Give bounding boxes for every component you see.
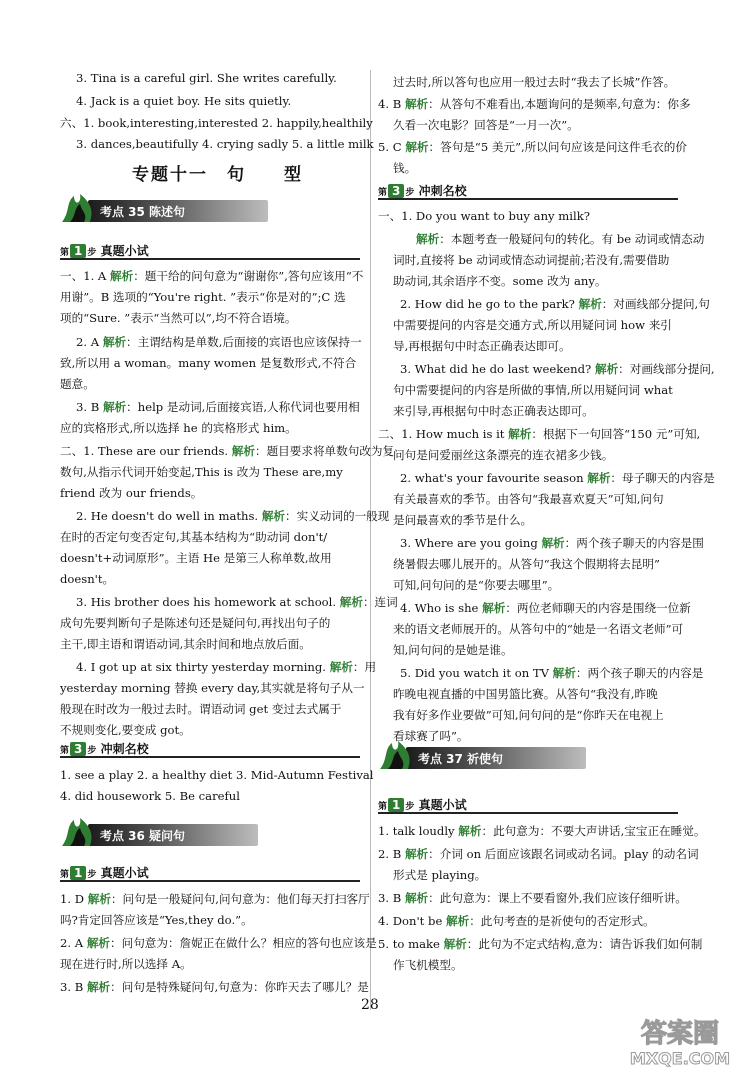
analysis-text: ：连词 bbox=[362, 595, 398, 609]
item-answer: 1. D bbox=[60, 892, 88, 906]
text-line: friend 改为 our friends。 bbox=[60, 486, 203, 500]
text-line: 现在进行时,所以选择 A。 bbox=[60, 957, 192, 971]
analysis-text: ：问句意为：詹妮正在做什么？相应的答句也应该是 bbox=[110, 936, 377, 950]
analysis-keyword: 解析 bbox=[508, 427, 532, 441]
analysis-keyword: 解析 bbox=[231, 444, 255, 458]
text-line bbox=[400, 361, 715, 377]
text-line bbox=[378, 846, 699, 862]
text-line bbox=[378, 823, 705, 839]
text-line: 数句,从指示代词开始变起,This is 改为 These are,my bbox=[60, 465, 343, 479]
analysis-text: ：对画线部分提问,句 bbox=[601, 297, 710, 311]
item-answer: 二、1. These are our friends. bbox=[60, 444, 232, 458]
text-line: 4. did housework 5. Be careful bbox=[60, 789, 240, 803]
item-answer: 3. B bbox=[60, 980, 87, 994]
text-line: 句中需要提问的内容是所做的事情,所以用疑问词 what bbox=[393, 383, 673, 397]
text-line bbox=[400, 600, 691, 616]
text-line: 来的语文老师展开的。从答句中的“她是一名语文老师”可 bbox=[393, 622, 684, 636]
text-line bbox=[76, 334, 362, 350]
step-header-1: 第 1 步 真题小试 bbox=[60, 242, 149, 258]
text-line: 问句是问爱丽丝这条漂亮的连衣裙多少钱。 bbox=[393, 448, 614, 462]
analysis-text: ：题目要求将单数句改为复 bbox=[254, 444, 395, 458]
text-line: 看球赛了吗”。 bbox=[393, 729, 469, 743]
analysis-text: ：此句意为：课上不要看窗外,我们应该仔细听讲。 bbox=[428, 891, 687, 905]
analysis-text: ：两个孩子聊天的内容是围 bbox=[564, 536, 704, 550]
text-line bbox=[378, 96, 691, 112]
analysis-keyword: 解析 bbox=[405, 140, 429, 154]
text-line bbox=[400, 665, 703, 681]
item-answer: 5. to make bbox=[378, 937, 444, 951]
text-line: 题意。 bbox=[60, 377, 95, 391]
analysis-text: ：问句是一般疑问句,问句意为：他们每天打扫客厅 bbox=[110, 892, 370, 906]
text-line: 来引导,再根据句中时态正确表达即可。 bbox=[393, 404, 594, 418]
text-line: 3. dances,beautifully 4. crying sadly 5. a little milk bbox=[76, 137, 374, 151]
analysis-text: ：答句是“5 美元”,所以问句应该是问这件毛衣的价 bbox=[428, 140, 687, 154]
text-line: 有关最喜欢的季节。由答句“我最喜欢夏天”可知,问句 bbox=[393, 492, 664, 506]
text-line: 六、1. book,interesting,interested 2. happily,healthily bbox=[60, 116, 373, 130]
item-answer: 4. Don't be bbox=[378, 914, 446, 928]
analysis-keyword: 解析 bbox=[552, 666, 576, 680]
text-line bbox=[60, 935, 377, 951]
item-answer: 2. A bbox=[60, 936, 87, 950]
item-answer: 二、1. How much is it bbox=[378, 427, 509, 441]
text-line: 昨晚电视直播的中国男篮比赛。从答句“我没有,昨晚 bbox=[393, 687, 658, 701]
step-header-3: 第 3 步 冲刺名校 bbox=[378, 182, 467, 198]
analysis-text: ：从答句不难看出,本题询问的是频率,句意为：你多 bbox=[428, 97, 691, 111]
analysis-text: ：此句意为：不要大声讲话,宝宝正在睡觉。 bbox=[481, 824, 706, 838]
analysis-keyword: 解析 bbox=[329, 660, 353, 674]
text-line: doesn't+动词原形”。主语 He 是第三人称单数,故用 bbox=[60, 551, 332, 565]
analysis-keyword: 解析 bbox=[404, 97, 429, 111]
analysis-text: ：此句为不定式结构,意为：请告诉我们如何制 bbox=[466, 937, 703, 951]
banner-topic-35 bbox=[60, 194, 268, 224]
analysis-keyword: 解析 bbox=[404, 891, 429, 905]
text-line bbox=[76, 659, 376, 675]
text-line: 主干,即主语和谓语动词,其余时间和地点放后面。 bbox=[60, 637, 311, 651]
column-divider bbox=[370, 70, 371, 1010]
step-header-1: 第 1 步 真题小试 bbox=[60, 864, 149, 880]
analysis-text: ：介词 on 后面应该跟名词或动名词。play 的动名词 bbox=[428, 847, 699, 861]
banner-topic-37 bbox=[378, 741, 586, 771]
item-answer: 2. B bbox=[378, 847, 405, 861]
analysis-keyword: 解析 bbox=[86, 980, 111, 994]
text-line: 形式是 playing。 bbox=[393, 868, 487, 882]
text-line: 导,再根据句中时态正确表达即可。 bbox=[393, 339, 571, 353]
analysis-text: ：题干给的问句意为“谢谢你”,答句应该用“不 bbox=[133, 269, 364, 283]
text-line bbox=[60, 443, 394, 459]
text-line: 钱。 bbox=[393, 161, 417, 175]
analysis-keyword: 解析 bbox=[446, 914, 470, 928]
analysis-keyword: 解析 bbox=[102, 400, 127, 414]
text-line bbox=[378, 426, 700, 442]
text-line: 致,所以用 a woman。many women 是复数形式,不符合 bbox=[60, 356, 357, 370]
text-line: 不规则变化,要变成 got。 bbox=[60, 723, 191, 737]
analysis-keyword: 解析 bbox=[443, 937, 467, 951]
text-line bbox=[400, 296, 710, 312]
watermark-logo bbox=[616, 1012, 744, 1070]
page-number: 28 bbox=[361, 997, 379, 1013]
item-answer: 3. What did he do last weekend? bbox=[400, 362, 595, 376]
analysis-text: ：help 是动词,后面接宾语,人称代词也要用相 bbox=[126, 400, 360, 414]
text-line: 4. Jack is a quiet boy. He sits quietly. bbox=[76, 94, 292, 108]
analysis-keyword: 解析 bbox=[482, 601, 506, 615]
text-line bbox=[378, 139, 687, 155]
analysis-keyword: 解析 bbox=[86, 936, 111, 950]
text-line: 助动词,其余语序不变。some 改为 any。 bbox=[393, 274, 607, 288]
section-title: 专题十一 句 型 bbox=[132, 165, 303, 185]
text-line: 我有好多作业要做”可知,问句问的是“你昨天在电视上 bbox=[393, 708, 664, 722]
text-line: yesterday morning 替换 every day,其实就是将句子从一 bbox=[60, 681, 365, 695]
text-line: 知,问句问的是她是谁。 bbox=[393, 643, 513, 657]
analysis-text: ：主谓结构是单数,后面接的宾语也应该保持一 bbox=[126, 335, 362, 349]
item-answer: 3. Where are you going bbox=[400, 536, 542, 550]
analysis-keyword: 解析 bbox=[404, 847, 429, 861]
item-answer: 5. Did you watch it on TV bbox=[400, 666, 553, 680]
item-answer: 3. B bbox=[76, 400, 103, 414]
analysis-text: ：本题考查一般疑问句的转化。有 be 动词或情态动 bbox=[439, 232, 705, 246]
banner-label: 考点 37 祈使句 bbox=[418, 752, 504, 766]
step-header-1: 第 1 步 真题小试 bbox=[378, 796, 467, 812]
text-line bbox=[400, 470, 715, 486]
analysis-keyword: 解析 bbox=[261, 509, 286, 523]
analysis-keyword: 解析 bbox=[110, 269, 134, 283]
analysis-text: ：问句是特殊疑问句,句意为：你昨天去了哪儿？是 bbox=[110, 980, 369, 994]
analysis-keyword: 解析 bbox=[541, 536, 565, 550]
item-answer: 5. C bbox=[378, 140, 406, 154]
text-line: 应的宾格形式,所以选择 he 的宾格形式 him。 bbox=[60, 421, 297, 435]
item-answer: 3. B bbox=[378, 891, 405, 905]
analysis-keyword: 解析 bbox=[594, 362, 619, 376]
item-answer: 4. B bbox=[378, 97, 405, 111]
text-line: 项的“Sure. ”表示“当然可以”,均不符合语境。 bbox=[60, 311, 297, 325]
text-line: 词时,直接将 be 动词或情态动词提前;若没有,需要借助 bbox=[393, 253, 670, 267]
analysis-keyword: 解析 bbox=[587, 471, 611, 485]
text-line: 一、1. Do you want to buy any milk? bbox=[378, 209, 590, 223]
banner-label: 考点 35 陈述句 bbox=[100, 205, 186, 219]
watermark-line1: 答案圈 bbox=[640, 1019, 720, 1049]
analysis-text: ：对画线部分提问, bbox=[618, 362, 715, 376]
text-line: 成句先要判断句子是陈述句还是疑问句,再找出句子的 bbox=[60, 616, 331, 630]
item-answer: 4. I got up at six thirty yesterday morning. bbox=[76, 660, 330, 674]
text-line bbox=[60, 268, 363, 284]
analysis-keyword: 解析 bbox=[87, 892, 111, 906]
item-answer: 3. His brother does his homework at school. bbox=[76, 595, 340, 609]
analysis-text: ：根据下一句回答“150 元”可知, bbox=[531, 427, 701, 441]
text-line bbox=[76, 508, 389, 524]
analysis-keyword: 解析 bbox=[339, 595, 363, 609]
analysis-text: ：母子聊天的内容是 bbox=[610, 471, 715, 485]
step-header-3: 第 3 步 冲刺名校 bbox=[60, 740, 149, 756]
text-line: 久看一次电影？回答是“一月一次”。 bbox=[393, 118, 579, 132]
text-line: 3. Tina is a careful girl. She writes carefully. bbox=[76, 71, 337, 85]
item-answer: 一、1. A bbox=[60, 269, 110, 283]
analysis-text: ：用 bbox=[352, 660, 377, 674]
text-line bbox=[378, 936, 702, 952]
item-answer: 1. talk loudly bbox=[378, 824, 459, 838]
text-line: 1. see a play 2. a healthy diet 3. Mid-Autumn Festival bbox=[60, 768, 374, 782]
text-line bbox=[378, 890, 687, 906]
text-line bbox=[76, 594, 398, 610]
analysis-text: ：两位老师聊天的内容是围绕一位新 bbox=[505, 601, 691, 615]
text-line bbox=[400, 535, 704, 551]
text-line: 过去时,所以答句也应用一般过去时“我去了长城”作答。 bbox=[393, 75, 676, 89]
text-line bbox=[76, 399, 360, 415]
watermark-line2: MXQE.COM bbox=[629, 1049, 731, 1068]
item-answer: 2. He doesn't do well in maths. bbox=[76, 509, 262, 523]
item-answer: 4. Who is she bbox=[400, 601, 483, 615]
text-line: 作飞机模型。 bbox=[393, 958, 463, 972]
text-line: 是问最喜欢的季节是什么。 bbox=[393, 513, 533, 527]
analysis-keyword: 解析 bbox=[416, 232, 440, 246]
text-line: doesn't。 bbox=[60, 572, 115, 586]
text-line bbox=[416, 231, 704, 247]
item-answer: 2. A bbox=[76, 335, 103, 349]
banner-label: 考点 36 疑问句 bbox=[100, 829, 186, 843]
item-answer: 2. what's your favourite season bbox=[400, 471, 588, 485]
text-line bbox=[60, 979, 369, 995]
analysis-keyword: 解析 bbox=[578, 297, 602, 311]
analysis-keyword: 解析 bbox=[458, 824, 482, 838]
analysis-text: ：此句考查的是祈使句的否定形式。 bbox=[469, 914, 655, 928]
text-line: 中需要提问的内容是交通方式,所以用疑问词 how 来引 bbox=[393, 318, 672, 332]
analysis-text: ：实义动词的一般现 bbox=[285, 509, 390, 523]
text-line: 吗?肯定回答应该是“Yes,they do.”。 bbox=[60, 913, 253, 927]
text-line: 用谢”。B 选项的“You're right. ”表示“你是对的”;C 选 bbox=[60, 290, 346, 304]
analysis-text: ：两个孩子聊天的内容是 bbox=[575, 666, 704, 680]
text-line bbox=[60, 891, 370, 907]
text-line: 可知,问句问的是“你要去哪里”。 bbox=[393, 578, 560, 592]
text-line: 般现在时改为一般过去时。谓语动词 get 变过去式属于 bbox=[60, 702, 342, 716]
banner-topic-36 bbox=[60, 818, 258, 848]
text-line bbox=[378, 913, 655, 929]
text-line: 绕暑假去哪儿展开的。从答句“我这个假期将去昆明” bbox=[393, 557, 660, 571]
item-answer: 2. How did he go to the park? bbox=[400, 297, 579, 311]
analysis-keyword: 解析 bbox=[102, 335, 127, 349]
text-line: 在时的否定句变否定句,其基本结构为“助动词 don't/ bbox=[60, 530, 328, 544]
